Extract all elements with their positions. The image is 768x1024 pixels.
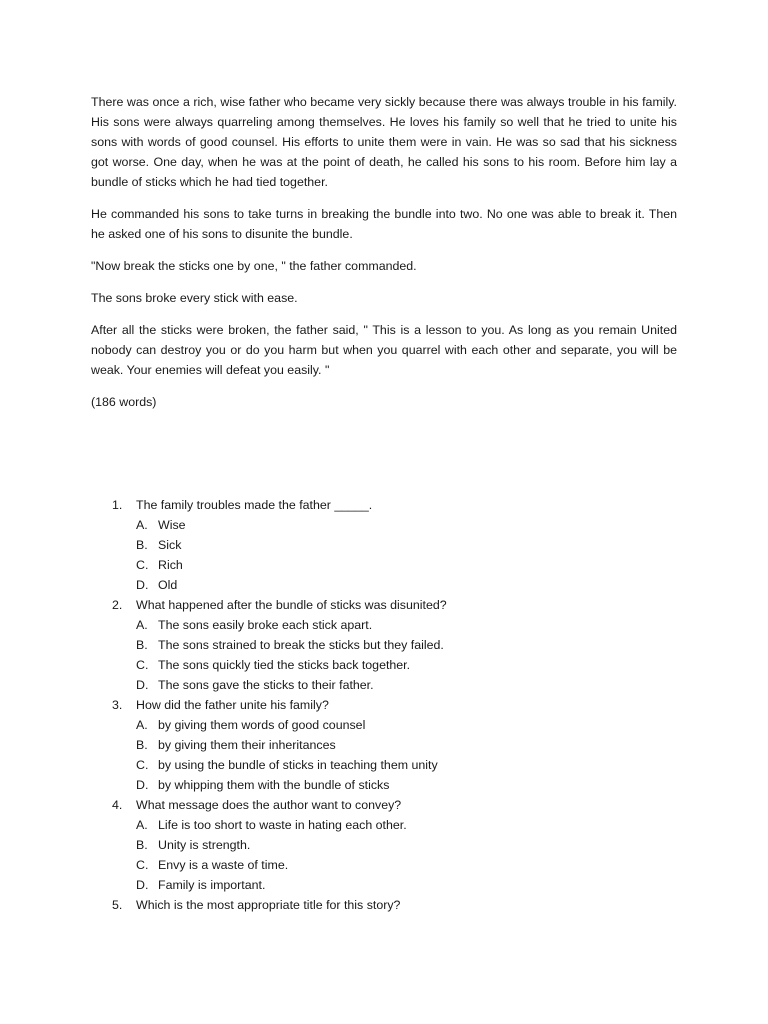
option-letter: B. — [136, 638, 148, 652]
option-3d — [136, 775, 672, 795]
option-letter: D. — [136, 878, 149, 892]
option-3a — [136, 715, 672, 735]
story-paragraph-1: There was once a rich, wise father who became very sickly because there was always trouble in his family. His sons were always quarreling among themselves. He loves his family so well that he tried to unite his sons with words of good counsel. His efforts to unite them were in vain. He was so sad that his sickness got worse. One day, when he was at the point of death, he called his sons to his room. Before him lay a bundle of sticks which he had tied together. — [91, 95, 677, 189]
question-number: 5. — [112, 898, 123, 912]
option-letter: A. — [136, 718, 148, 732]
option-2c — [136, 655, 672, 675]
option-text: Family is important. — [158, 878, 266, 892]
option-2b — [136, 635, 672, 655]
option-text: The sons strained to break the sticks but they failed. — [158, 638, 444, 652]
option-text: Rich — [158, 558, 183, 572]
option-text: by giving them words of good counsel — [158, 718, 366, 732]
question-1 — [112, 495, 672, 595]
option-letter: A. — [136, 818, 148, 832]
option-text: Sick — [158, 538, 182, 552]
question-text: What happened after the bundle of sticks was disunited? — [136, 598, 447, 612]
question-text: Which is the most appropriate title for this story? — [136, 898, 401, 912]
story-paragraph-3: "Now break the sticks one by one, " the father commanded. — [91, 259, 417, 273]
option-1b — [136, 535, 672, 555]
option-1c — [136, 555, 672, 575]
question-4 — [112, 795, 672, 895]
question-number: 2. — [112, 598, 123, 612]
option-letter: B. — [136, 538, 148, 552]
question-number: 4. — [112, 798, 123, 812]
option-text: by giving them their inheritances — [158, 738, 336, 752]
option-letter: B. — [136, 838, 148, 852]
option-letter: A. — [136, 518, 148, 532]
story-paragraph-4: The sons broke every stick with ease. — [91, 291, 298, 305]
question-list — [112, 495, 672, 915]
option-letter: A. — [136, 618, 148, 632]
question-text: The family troubles made the father _____. — [136, 498, 373, 512]
option-text: Life is too short to waste in hating each other. — [158, 818, 407, 832]
option-letter: D. — [136, 778, 149, 792]
option-text: by using the bundle of sticks in teaching them unity — [158, 758, 438, 772]
option-text: Wise — [158, 518, 186, 532]
option-1a — [136, 515, 672, 535]
option-2d — [136, 675, 672, 695]
option-letter: C. — [136, 858, 149, 872]
story-paragraph-5: After all the sticks were broken, the father said, " This is a lesson to you. As long as you remain United nobody can destroy you or do you harm but when you quarrel with each other and separate, you will be weak. Your enemies will defeat you easily. " — [91, 323, 677, 377]
option-letter: C. — [136, 558, 149, 572]
option-4b — [136, 835, 672, 855]
option-text: The sons quickly tied the sticks back together. — [158, 658, 411, 672]
question-text: What message does the author want to convey? — [136, 798, 402, 812]
option-text: Envy is a waste of time. — [158, 858, 289, 872]
question-number: 1. — [112, 498, 123, 512]
question-text: How did the father unite his family? — [136, 698, 329, 712]
option-text: The sons gave the sticks to their father. — [158, 678, 374, 692]
option-text: The sons easily broke each stick apart. — [158, 618, 373, 632]
question-3 — [112, 695, 672, 795]
option-2a — [136, 615, 672, 635]
option-text: Unity is strength. — [158, 838, 251, 852]
option-4a — [136, 815, 672, 835]
option-3c — [136, 755, 672, 775]
question-2 — [112, 595, 672, 695]
story-paragraph-2: He commanded his sons to take turns in breaking the bundle into two. No one was able to break it. Then he asked one of his sons to disunite the bundle. — [91, 207, 677, 241]
story-passage — [91, 92, 677, 424]
option-4c — [136, 855, 672, 875]
option-letter: D. — [136, 678, 149, 692]
question-number: 3. — [112, 698, 123, 712]
option-letter: D. — [136, 578, 149, 592]
option-1d — [136, 575, 672, 595]
option-letter: B. — [136, 738, 148, 752]
option-text: Old — [158, 578, 178, 592]
word-count: (186 words) — [91, 395, 157, 409]
option-text: by whipping them with the bundle of sticks — [158, 778, 390, 792]
option-letter: C. — [136, 758, 149, 772]
option-4d — [136, 875, 672, 895]
question-5 — [112, 895, 672, 915]
option-3b — [136, 735, 672, 755]
option-letter: C. — [136, 658, 149, 672]
